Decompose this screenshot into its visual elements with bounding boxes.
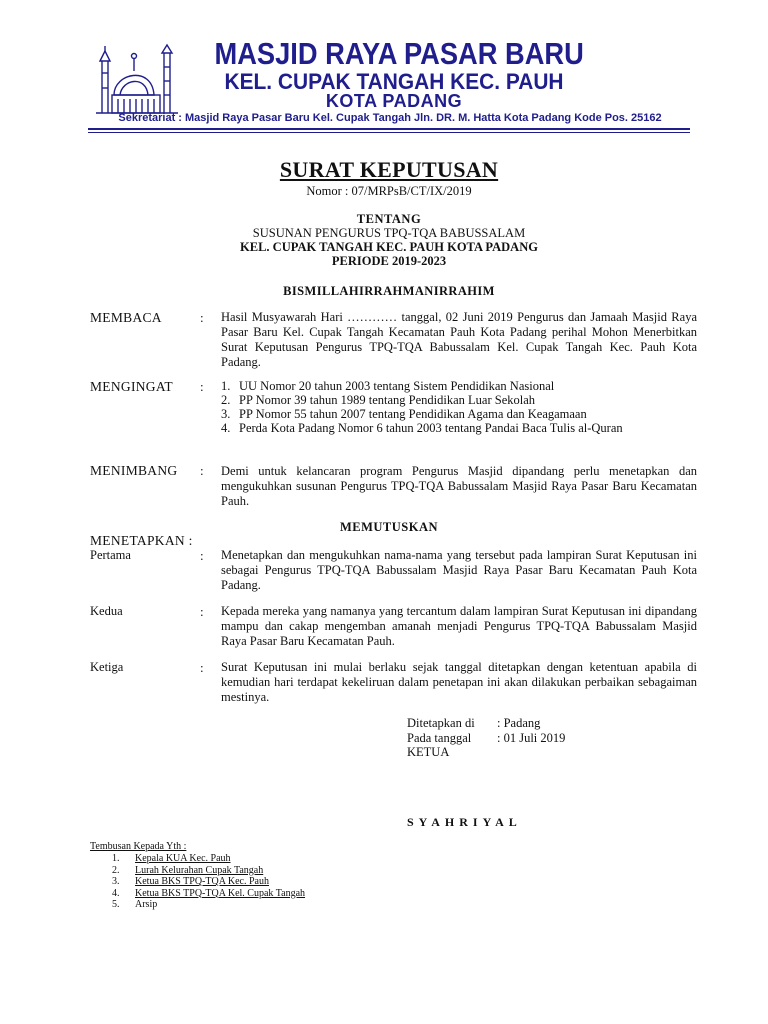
tembusan-item <box>90 888 305 900</box>
signature-place-label: Ditetapkan di <box>407 716 475 730</box>
list-number: 2. <box>112 864 120 876</box>
decision-label-pertama: Pertama <box>90 548 131 562</box>
membaca-label: MEMBACA <box>90 310 162 325</box>
menetapkan-label: MENETAPKAN : <box>90 533 193 548</box>
letterhead-address: Sekretariat : Masjid Raya Pasar Baru Kel. Cupak Tangah Jln. DR. M. Hatta Kota Padang Kode Pos. 25162 <box>118 112 662 124</box>
list-text: Arsip <box>135 899 158 910</box>
decision-colon: : <box>200 660 204 675</box>
list-text: PP Nomor 55 tahun 2007 tentang Pendidikan Agama dan Keagamaan <box>239 407 587 421</box>
tembusan-title: Tembusan Kepada Yth : <box>90 841 187 852</box>
tembusan-list <box>90 853 305 911</box>
subject-line-3: PERIODE 2019-2023 <box>331 254 447 268</box>
list-number: 1. <box>112 853 120 864</box>
letterhead-rule-thick <box>88 128 690 130</box>
decision-text-ketiga: Surat Keputusan ini mulai berlaku sejak tanggal ditetapkan dengan ketentuan apabila di kemudian hari terdapat kekeliruan dalam penetapan ini akan dilakukan perbaikan sebagaiman mestinya. <box>221 660 697 704</box>
list-text: UU Nomor 20 tahun 2003 tentang Sistem Pendidikan Nasional <box>239 379 555 393</box>
tembusan-item <box>90 899 305 911</box>
signature-place-value: : Padang <box>497 716 541 730</box>
mengingat-item <box>221 407 697 421</box>
list-number: 2. <box>221 393 231 407</box>
mengingat-label: MENGINGAT <box>90 379 173 394</box>
letterhead-line2: KEL. CUPAK TANGAH KEC. PAUH <box>224 69 564 94</box>
decision-colon: : <box>200 604 204 619</box>
list-text: Perda Kota Padang Nomor 6 tahun 2003 tentang Pandai Baca Tulis al-Quran <box>239 421 623 435</box>
tembusan-item <box>90 853 305 865</box>
signature-date-value: : 01 Juli 2019 <box>497 731 566 745</box>
list-text: Ketua BKS TPQ-TQA Kel. Cupak Tangah <box>135 887 306 899</box>
letterhead-rule-thin <box>88 132 690 133</box>
tembusan-item <box>90 865 305 877</box>
list-number: 4. <box>112 887 120 899</box>
mengingat-item <box>221 379 697 393</box>
subject-line-2: KEL. CUPAK TANGAH KEC. PAUH KOTA PADANG <box>240 240 538 254</box>
list-number: 3. <box>221 407 231 421</box>
document-number: Nomor : 07/MRPsB/CT/IX/2019 <box>306 184 472 198</box>
memutuskan-heading: MEMUTUSKAN <box>339 520 439 534</box>
decision-text-kedua: Kepada mereka yang namanya yang tercantum dalam lampiran Surat Keputusan ini dipandang mampu dan cakap mengemban amanah menjadi Pengurus TPQ-TQA Babussalam Masjid Raya Pasar Baru Kecamatan Pauh. <box>221 604 697 648</box>
decision-label-ketiga: Ketiga <box>90 660 124 674</box>
list-number: 3. <box>112 876 120 887</box>
list-number: 5. <box>112 899 120 910</box>
subject-line-1: SUSUNAN PENGURUS TPQ-TQA BABUSSALAM <box>252 226 526 240</box>
signature-date-label: Pada tanggal <box>407 731 472 745</box>
list-text: Lurah Kelurahan Cupak Tangah <box>135 864 264 876</box>
mengingat-item <box>221 393 697 407</box>
signer-name: SYAHRIYAL <box>407 815 522 829</box>
tembusan-item <box>90 876 305 888</box>
letterhead-line3: KOTA PADANG <box>325 91 463 111</box>
membaca-colon: : <box>200 310 204 325</box>
decision-label-kedua: Kedua <box>90 604 123 618</box>
list-text: Ketua BKS TPQ-TQA Kec. Pauh <box>135 876 269 887</box>
list-number: 1. <box>221 379 231 393</box>
menimbang-label: MENIMBANG <box>90 463 178 478</box>
letterhead-line1: MASJID RAYA PASAR BARU <box>214 36 584 71</box>
signature-position: KETUA <box>407 745 450 759</box>
list-text: Kepala KUA Kec. Pauh <box>135 853 231 864</box>
document-title: SURAT KEPUTUSAN <box>279 157 499 182</box>
decision-colon: : <box>200 548 204 563</box>
mosque-logo <box>92 43 182 117</box>
list-text: PP Nomor 39 tahun 1989 tentang Pendidikan Luar Sekolah <box>239 393 536 407</box>
menimbang-colon: : <box>200 463 204 478</box>
bismillah-heading: BISMILLAHIRRAHMANIRRAHIM <box>283 284 495 298</box>
membaca-text: Hasil Musyawarah Hari ………… tanggal, 02 Juni 2019 Pengurus dan Jamaah Masjid Raya Pasar Baru Kel. Cupak Tangah Kecamatan Pauh Kota Padang perihal Mohon Menerbitkan Surat Keputusan Pengurus TPQ-TQA Babussalam Kel. Cupak Tangah Kec. Pauh Kota Padang. <box>221 310 697 369</box>
mengingat-item <box>221 421 697 435</box>
menimbang-text: Demi untuk kelancaran program Pengurus Masjid dipandang perlu menetapkan dan mengukuhkan susunan Pengurus TPQ-TQA Babussalam Masjid Raya Pasar Baru Kecamatan Pauh. <box>221 464 697 508</box>
tentang-heading: TENTANG <box>356 212 422 226</box>
decision-text-pertama: Menetapkan dan mengukuhkan nama-nama yang tersebut pada lampiran Surat Keputusan ini sebagai Pengurus TPQ-TQA Babussalam Masjid Raya Pasar Baru Kecamatan Pauh Kota Padang. <box>221 548 697 592</box>
mosque-logo-drawing <box>92 43 182 117</box>
mengingat-colon: : <box>200 379 204 394</box>
mengingat-list <box>221 379 697 435</box>
list-number: 4. <box>221 421 231 435</box>
